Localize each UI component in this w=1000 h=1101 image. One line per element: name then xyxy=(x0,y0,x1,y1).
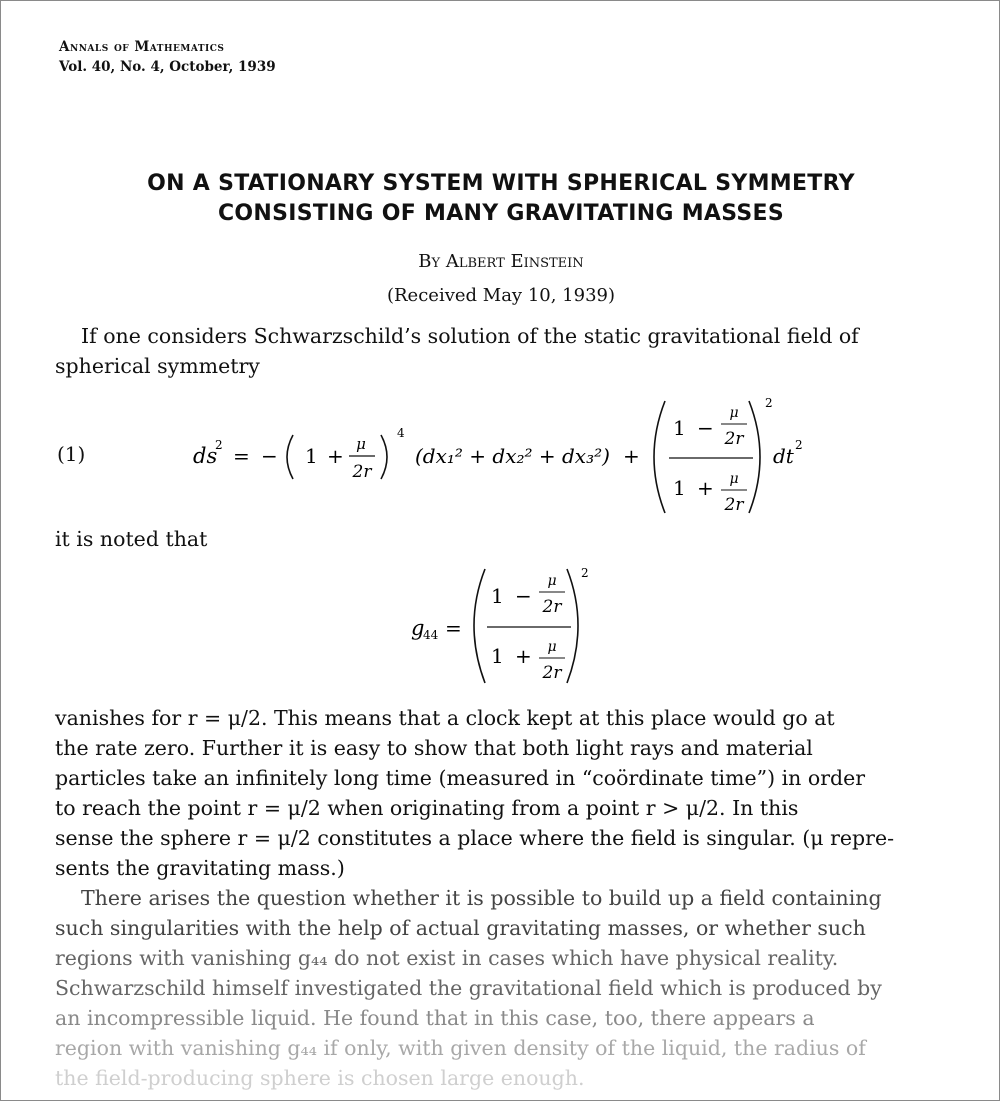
eq1-spatial: (dx₁² + dx₂² + dx₃²) xyxy=(415,444,610,468)
eq1-lhs: ds xyxy=(193,444,218,468)
eq2-lhs: g xyxy=(411,616,425,640)
eq1-minus: − xyxy=(261,444,278,468)
p3-line-2: such singularities with the help of actual gravitating masses, or whether such xyxy=(55,916,866,940)
paragraph-3 xyxy=(55,883,941,1093)
eq1-den-mu: μ xyxy=(729,471,739,487)
eq2-equals: = xyxy=(445,616,462,640)
eq2-num-minus: − xyxy=(515,584,532,608)
eq1-big-right-paren xyxy=(749,401,760,513)
eq1-big-left-paren xyxy=(654,401,665,513)
eq1-one: 1 xyxy=(305,444,318,468)
intro-line-1: If one considers Schwarzschild’s solution of the static gravitational field of xyxy=(81,324,859,348)
equation-2 xyxy=(399,563,599,689)
eq1-den-plus: + xyxy=(697,476,714,500)
p2-line-4: to reach the point r = μ/2 when originating from a point r > μ/2. In this xyxy=(55,796,799,820)
eq1-dt: dt xyxy=(773,444,794,468)
journal-issue: Vol. 40, No. 4, October, 1939 xyxy=(59,59,276,75)
eq1-left-paren xyxy=(287,435,293,479)
eq2-left-paren xyxy=(474,569,485,683)
journal-header xyxy=(59,37,276,77)
received-date: (Received May 10, 1939) xyxy=(386,285,615,306)
eq1-exp-4: 4 xyxy=(397,426,405,440)
eq1-num-one: 1 xyxy=(673,416,686,440)
eq1-plus-2: + xyxy=(623,444,640,468)
p3-line-1: There arises the question whether it is possible to build up a field containing xyxy=(81,886,882,910)
equation-1-number: (1) xyxy=(57,442,86,466)
eq2-den-one: 1 xyxy=(491,644,504,668)
eq2-num-2r: 2r xyxy=(542,597,562,617)
p3-line-3: regions with vanishing g₄₄ do not exist in cases which have physical reality. xyxy=(55,946,839,970)
paper-title xyxy=(1,169,1000,229)
eq2-exp-2: 2 xyxy=(581,566,589,580)
eq1-den-one: 1 xyxy=(673,476,686,500)
intro-line-2: spherical symmetry xyxy=(55,354,260,378)
eq1-den-2r: 2r xyxy=(724,495,744,515)
eq1-exp-2: 2 xyxy=(765,396,773,410)
eq2-right-paren xyxy=(567,569,578,683)
author-byline: By Albert Einstein xyxy=(418,251,584,272)
p3-line-7: the field-producing sphere is chosen large enough. xyxy=(55,1066,585,1090)
eq1-lhs-exp: 2 xyxy=(215,438,223,452)
equation-1 xyxy=(181,393,821,519)
eq2-den-2r: 2r xyxy=(542,663,562,683)
paragraph-2 xyxy=(55,703,941,883)
p2-line-5: sense the sphere r = μ/2 constitutes a place where the field is singular. (μ repre- xyxy=(55,826,895,850)
p3-line-4: Schwarzschild himself investigated the gravitational field which is produced by xyxy=(55,976,882,1000)
eq2-den-mu: μ xyxy=(547,639,557,655)
noted-text: it is noted that xyxy=(55,527,208,551)
eq2-num-mu: μ xyxy=(547,573,557,589)
eq1-dt-exp: 2 xyxy=(795,438,803,452)
eq1-right-paren xyxy=(381,435,387,479)
eq1-num-mu: μ xyxy=(729,405,739,421)
journal-name: Annals of Mathematics xyxy=(59,39,225,55)
intro-paragraph xyxy=(55,321,941,381)
p3-line-6: region with vanishing g₄₄ if only, with given density of the liquid, the radius of xyxy=(55,1036,866,1060)
title-line-1: ON A STATIONARY SYSTEM WITH SPHERICAL SYMMETRY xyxy=(147,171,855,196)
eq2-den-plus: + xyxy=(515,644,532,668)
eq1-2r: 2r xyxy=(352,462,372,482)
eq2-num-one: 1 xyxy=(491,584,504,608)
p2-line-1: vanishes for r = μ/2. This means that a clock kept at this place would go at xyxy=(55,706,835,730)
p2-line-3: particles take an infinitely long time (measured in “coördinate time”) in order xyxy=(55,766,866,790)
eq1-num-2r: 2r xyxy=(724,429,744,449)
p2-line-2: the rate zero. Further it is easy to show that both light rays and material xyxy=(55,736,813,760)
eq2-sub: 44 xyxy=(423,628,439,642)
eq1-equals: = xyxy=(233,444,250,468)
eq1-num-minus: − xyxy=(697,416,714,440)
eq1-mu: μ xyxy=(356,435,366,453)
title-line-2: CONSISTING OF MANY GRAVITATING MASSES xyxy=(217,201,785,226)
p2-line-6: sents the gravitating mass.) xyxy=(55,856,345,880)
eq1-plus: + xyxy=(327,444,344,468)
p3-line-5: an incompressible liquid. He found that in this case, too, there appears a xyxy=(55,1006,815,1030)
